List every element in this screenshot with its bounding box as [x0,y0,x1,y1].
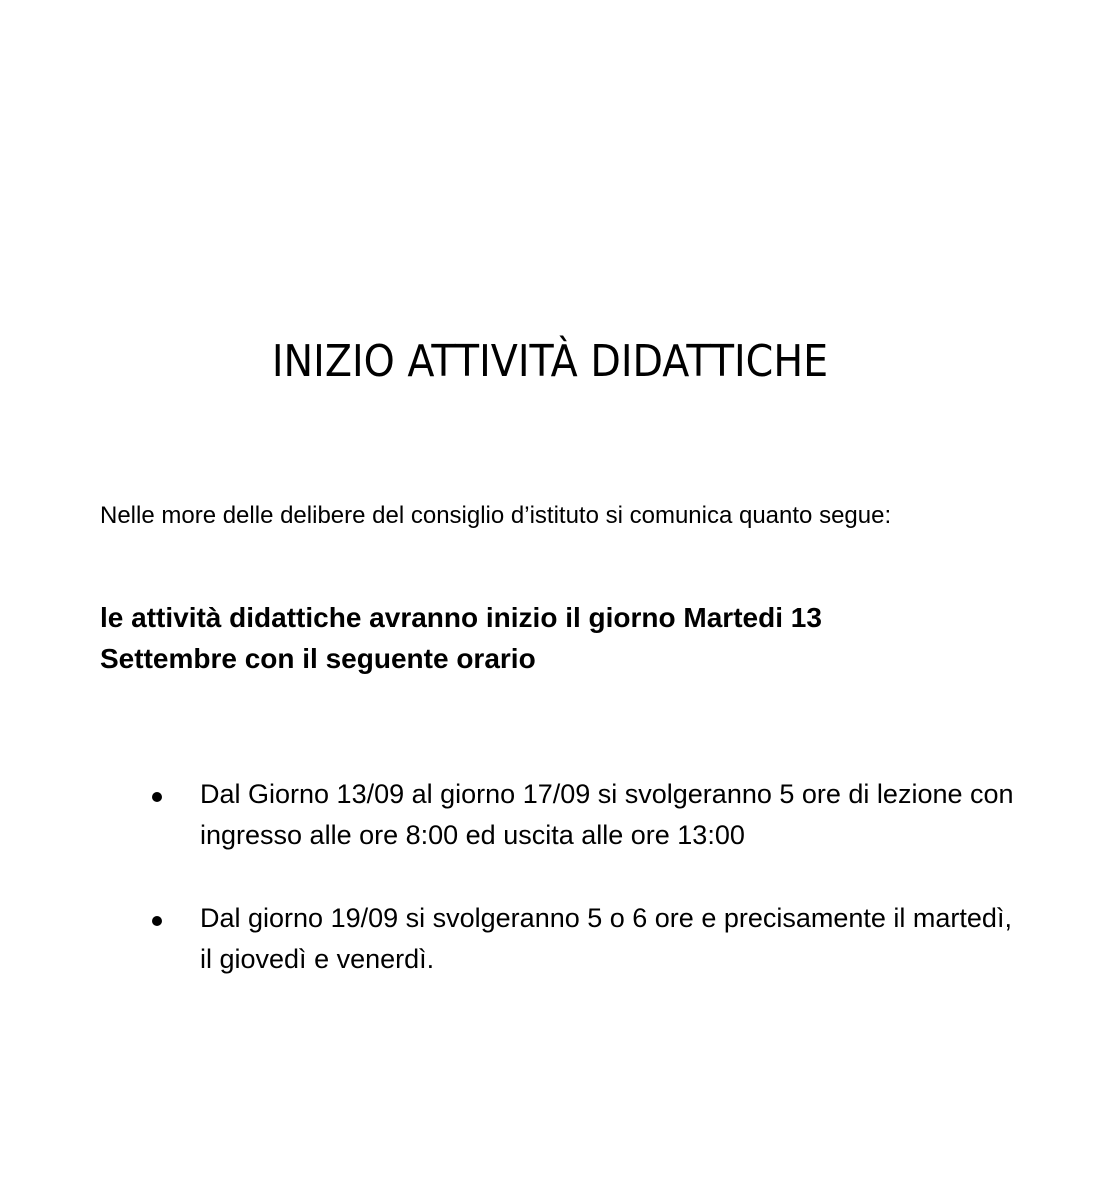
bullet-icon [152,916,162,926]
start-date-announcement: le attività didattiche avranno inizio il giorno Martedi 13 Settembre con il seguente orario [100,602,822,674]
page-title: INIZIO ATTIVITÀ DIDATTICHE [271,336,829,387]
intro-paragraph: Nelle more delle delibere del consiglio d’istituto si comunica quanto segue: [100,502,892,529]
schedule-item-text: Dal giorno 19/09 si svolgeranno 5 o 6 ore e precisamente il martedì, il giovedì e venerdì. [200,903,1012,974]
list-item [0,898,1020,980]
schedule-item-text: Dal Giorno 13/09 al giorno 17/09 si svolgeranno 5 ore di lezione con ingresso alle ore 8:00 ed uscita alle ore 13:00 [200,779,1014,850]
bullet-icon [152,792,162,802]
schedule-list [0,774,1100,1022]
list-item [0,774,1020,856]
